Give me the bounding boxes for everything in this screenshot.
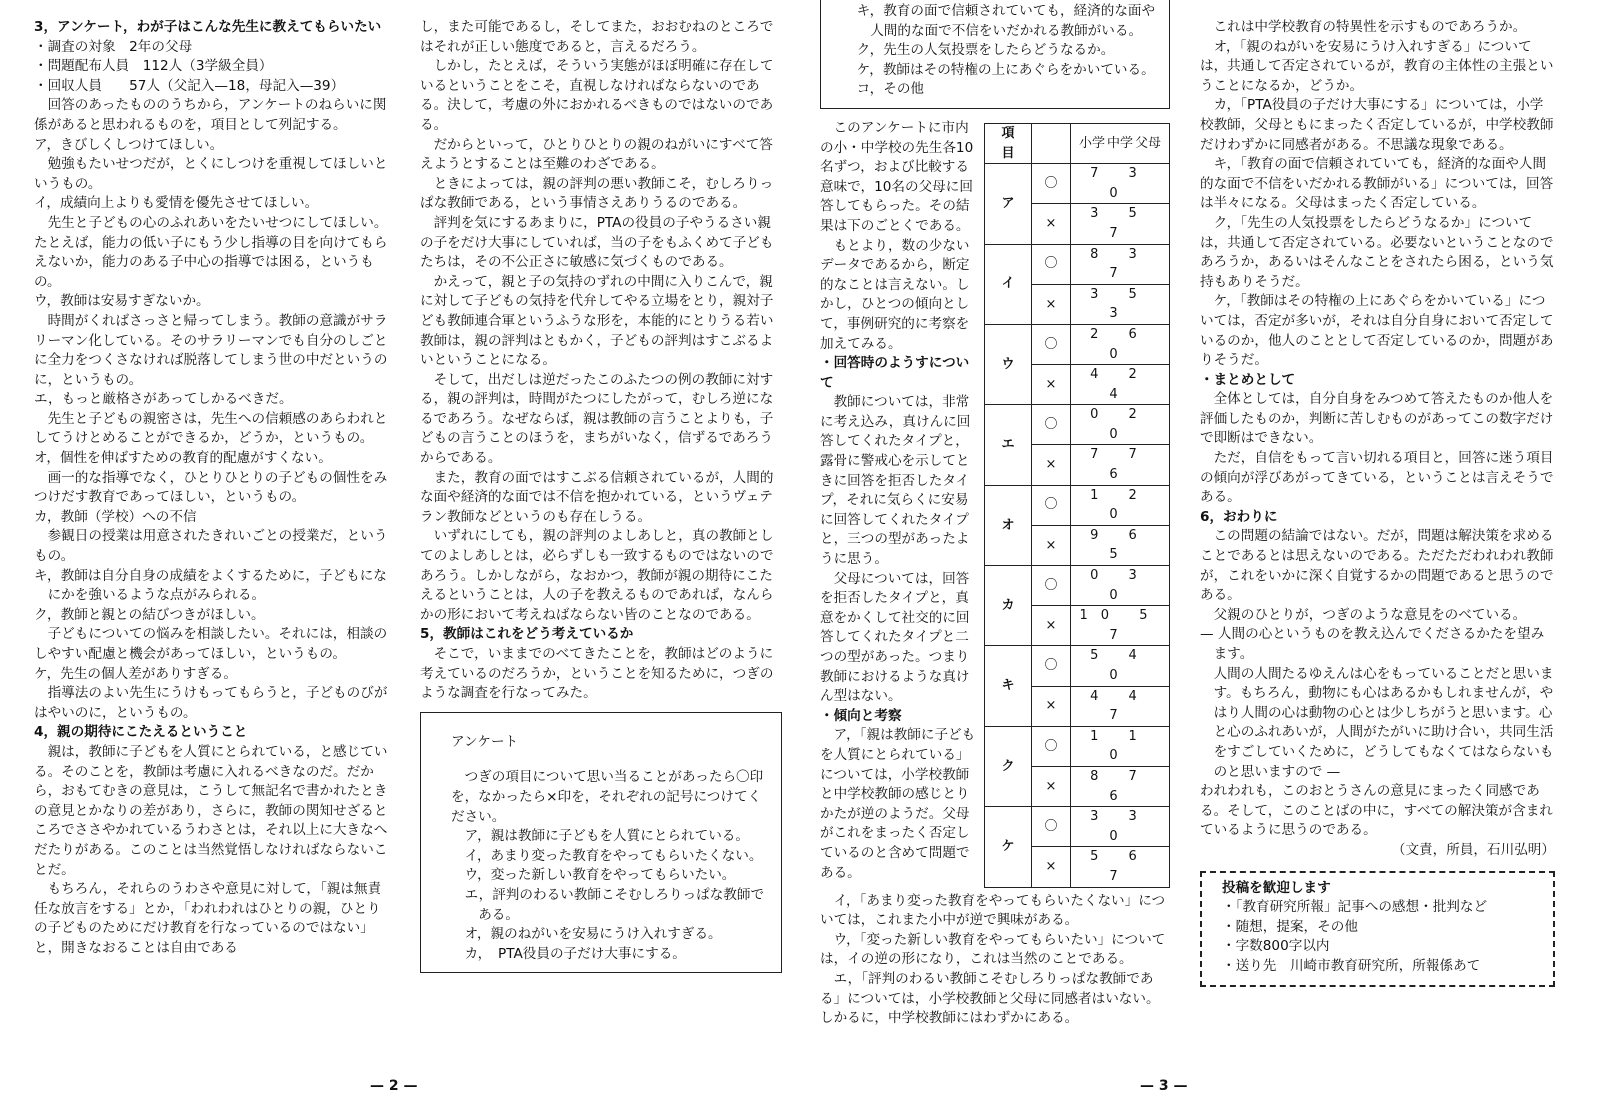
paragraph: イ，「あまり変った教育をやってもらいたくない」については，これまた小中が逆で興味がある。 <box>820 892 1166 929</box>
paragraph: 先生と子どもの親密さは，先生への信頼感のあらわれとしてうけとめることができるか，どうか，というもの。 <box>34 410 388 447</box>
survey-item: ア，親は教師に子どもを人質にとられている。 <box>464 828 749 845</box>
paragraph: 指導法のよい先生にうけもってもらうと，子どものびがはやいのに，というもの。 <box>34 685 388 721</box>
circle-values: 1 2 0 <box>1071 485 1170 525</box>
notice-item: ・随想，提案，その他 <box>1222 918 1358 935</box>
survey-item: ウ，変った新しい教育をやってもらいたい。 <box>464 867 736 884</box>
cross-values: 3 5 7 <box>1071 204 1170 244</box>
paragraph: われわれも，このおとうさんの意見にまったく同感である。そして，このことばの中に，すべての解決策が含まれているように思うのである。 <box>1200 783 1553 839</box>
paragraph: エ，「評判のわるい教師こそむしろりっぱな教師である」については，小学校教師と父母に同感者はいない。しかるに，中学校教師にはわずかにある。 <box>820 970 1160 1027</box>
notice-items <box>1222 898 1543 976</box>
row-item-label: イ <box>985 244 1032 324</box>
table-row <box>985 324 1170 364</box>
paragraph: ア，「親は教師に子どもを人質にとられている」については，小学校教師と中学校教師の感じとりかたが逆のようだ。父母がこれをまったく否定しているのと含めて問題である。 <box>820 727 976 881</box>
circle-mark: 〇 <box>1032 485 1071 525</box>
column-3 <box>820 3 1170 1029</box>
survey-item: カ， PTA役員の子だけ大事にする。 <box>464 945 686 962</box>
row-item-label: ウ <box>985 324 1032 404</box>
paragraph: 画一的な指導でなく，ひとりひとりの子どもの個性をみつけだす教育であってほしい，というもの。 <box>34 469 388 506</box>
circle-values: 2 6 0 <box>1071 324 1170 364</box>
circle-values: 3 3 0 <box>1071 807 1170 847</box>
survey-items-continued <box>843 2 1161 100</box>
notice-item: ・送り先 川崎市教育研究所，所報係あて <box>1222 957 1481 974</box>
table-row <box>985 807 1170 847</box>
cross-mark: × <box>1032 606 1071 646</box>
notice-item: ・「教育研究所報」記事への感想・批判など <box>1222 899 1488 916</box>
circle-values: 0 2 0 <box>1071 405 1170 445</box>
survey-item: コ，その他 <box>856 81 925 98</box>
paragraph: そして，出だしは逆だったこのふたつの例の教師に対する，親の評判は，時間がたつにしたがって，むしろ逆になるであろう。なぜならば，親は教師の言うことよりも，子どもの言うことのほうを，まちがいなく，信ずるであろうからである。 <box>420 371 774 467</box>
paragraph: このアンケートに市内の小・中学校の先生各10名ずつ，および比較する意味で，10名の父母に回答してもらった。その結果は下のごとくである。 <box>820 119 974 234</box>
notice-title: 投稿を歓迎します <box>1222 879 1331 896</box>
paragraph: 人間の人間たるゆえんは心をもっていることだと思います。もちろん，動物にも心はあるかもしれませんが，やはり人間の心は動物の心とは少しちがうと思います。心と心のふれあいが，人間がたがいに助け合い，共同生活をすごしていくために，どうしてもなくてはならないものと思いますので — <box>1213 665 1554 780</box>
row-item-label: オ <box>985 485 1032 565</box>
circle-mark: 〇 <box>1032 807 1071 847</box>
paragraph: だからといって，ひとりひとりの親のねがいにすべて答えようとすることは至難のわざである。 <box>420 136 773 173</box>
circle-mark: 〇 <box>1032 646 1071 686</box>
section-heading: 4，親の期待にこたえるということ <box>34 724 248 741</box>
section-heading: ・まとめとして <box>1200 371 1296 388</box>
cross-values: 4 2 4 <box>1071 365 1170 405</box>
paragraph: 回答のあったもののうちから，アンケートのねらいに関係があると思われるものを，項目として列記する。 <box>34 97 387 133</box>
table-row <box>985 566 1170 606</box>
circle-mark: 〇 <box>1032 566 1071 606</box>
paragraph: — 人間の心というものを教え込んでくださるかたを望みます。 <box>1200 626 1545 662</box>
cross-values: 4 4 7 <box>1071 686 1170 726</box>
circle-mark: 〇 <box>1032 324 1071 364</box>
header-col: 父母 <box>1134 135 1161 151</box>
cross-values: 3 5 3 <box>1071 284 1170 324</box>
paragraph: かえって，親と子の気持のずれの中間に入りこんで，親に対して子どもの気持を代弁してやる立場をとり，親対子ども教師連合軍というふうな形を，本能的にとりうる若い教師は，親の評判はともかく，子どもの評判はすこぶるよいということになる。 <box>420 273 774 369</box>
column-4-text <box>1200 18 1555 861</box>
survey-title: アンケート <box>451 733 519 750</box>
cross-mark: × <box>1032 445 1071 485</box>
paragraph: もとより，数の少ないデータであるから，断定的なことは言えない。しかし，ひとつの傾向として，事例研究的に考察を加えてみる。 <box>820 237 970 352</box>
paragraph: そこで，いままでのべてきたことを，教師はどのように考えているのだろうか，ということを知るために，つぎのような調査を行なってみた。 <box>420 646 774 702</box>
paragraph: ときによっては，親の評判の悪い教師こそ，むしろりっぱな教師である，という事情さえありうるのである。 <box>420 175 774 212</box>
paragraph: ア，きびしくしつけてほしい。 <box>34 136 224 153</box>
header-col: 中学 <box>1106 135 1133 151</box>
paragraph: 教師については，非常に考え込み，真けんに回答してくれたタイプと，露骨に警戒心を示してときに回答を拒否したタイプ，それに気らくに安易に回答してくれたタイプと，三つの型があったように思う。 <box>820 394 971 568</box>
paragraph: ク，教師と親との結びつきがほしい。 <box>34 606 265 623</box>
table-row <box>985 244 1170 284</box>
column-3-rest <box>820 892 1170 1029</box>
cross-mark: × <box>1032 686 1071 726</box>
table-row <box>985 164 1170 204</box>
header-cols <box>1071 123 1170 163</box>
cross-mark: × <box>1032 365 1071 405</box>
survey-intro: つぎの項目について思い当ることがあったら〇印を，なかったら×印を，それぞれの記号につけてください。 <box>451 769 764 825</box>
paragraph: 子どもについての悩みを相談したい。それには，相談のしやすい配慮と機会があってほしい，というもの。 <box>34 626 388 662</box>
cross-values: 7 7 6 <box>1071 445 1170 485</box>
paragraph: 全体としては，自分自身をみつめて答えたものか他人を評価したものか，判断に苦しむものがあってこの数字だけで即断はできない。 <box>1200 391 1554 447</box>
paragraph: ・調査の対象 2年の父母 <box>34 38 193 55</box>
paragraph: 勉強もたいせつだが，とくにしつけを重視してほしいというもの。 <box>34 156 388 192</box>
row-item-label: ク <box>985 726 1032 806</box>
section-heading: 3，アンケート，わが子はこんな先生に教えてもらいたい <box>34 19 382 35</box>
section-heading: ・回答時のようすについて <box>820 355 970 391</box>
survey-item: オ，親のねがいを安易にうけ入れすぎる。 <box>464 926 722 943</box>
section-heading: 6，おわりに <box>1200 508 1278 525</box>
paragraph: オ，「親のねがいを安易にうけ入れすぎる」については，共通して否定されているが，教育の主体性の主張ということになるか，どうか。 <box>1200 38 1554 94</box>
circle-values: 7 3 0 <box>1071 164 1170 204</box>
paragraph: ケ，「教師はその特権の上にあぐらをかいている」については，否定が多いが，それは自分自身において否定しているのか，他人のこととして否定しているのか，問題がありそうだ。 <box>1200 293 1554 369</box>
paragraph: し，また可能であるし，そしてまた，おおむねのところではそれが正しい態度であると，言えるだろう。 <box>420 19 774 55</box>
paragraph: ウ，教師は安易すぎないか。 <box>34 293 210 310</box>
paragraph: しかし，たとえば，そういう実態がほぼ明確に存在しているということをこそ，直視しなければならないのである。決して，考慮の外におかれるべきものではないのである。 <box>420 58 774 133</box>
results-section <box>820 119 1170 892</box>
header-item: 項 目 <box>985 123 1032 163</box>
paragraph: カ，「PTA役員の子だけ大事にする」については，小学校教師，父母ともにまったく否定しているが，中学校教師だけわずかに同感者がある。不思議な現象である。 <box>1200 97 1554 153</box>
paragraph: 評判を気にするあまりに，PTAの役員の子やうるさい親の子をだけ大事にしていれば，当の子をもふくめて子どもたちは，その不公正さに敏感に気づくものである。 <box>420 214 774 271</box>
circle-mark: 〇 <box>1032 726 1071 766</box>
survey-item: ク，先生の人気投票をしたらどうなるか。 <box>856 42 1115 59</box>
row-item-label: エ <box>985 405 1032 485</box>
paragraph: この問題の結論ではない。だが，問題は解決策を求めることであるとは思えないのである。ただただわれわれ教師が，これをいかに深く自覚するかの問題であると思うのである。 <box>1200 528 1554 604</box>
survey-box <box>420 712 782 974</box>
cross-values: 5 6 7 <box>1071 847 1170 887</box>
row-item-label: カ <box>985 566 1032 646</box>
paragraph: 参観日の授業は用意されたきれいごとの授業だ，というもの。 <box>34 528 388 565</box>
table-row <box>985 485 1170 525</box>
table-row <box>985 646 1170 686</box>
circle-mark: 〇 <box>1032 405 1071 445</box>
cross-values: 9 6 5 <box>1071 525 1170 565</box>
circle-mark: 〇 <box>1032 164 1071 204</box>
paragraph: ・回収人員 57人（父記入—18，母記入—39） <box>34 77 345 94</box>
paragraph: キ，「教育の面で信頼されていても，経済的な面や人間的な面で不信をいだかれる教師がいる」については，回答は半々になる。父母はまったく否定している。 <box>1200 156 1554 212</box>
survey-item: ケ，教師はその特権の上にあぐらをかいている。 <box>856 61 1155 78</box>
paragraph: イ，成績向上よりも愛情を優先させてほしい。 <box>34 195 319 212</box>
survey-items <box>451 827 769 964</box>
paragraph: ウ，「変った新しい教育をやってもらいたい」については，イの逆の形になり，これは当然のことである。 <box>820 931 1166 968</box>
column-2-text <box>420 18 782 704</box>
paragraph: ・問題配布人員 112人（3学級全員） <box>34 58 273 75</box>
circle-values: 8 3 7 <box>1071 244 1170 284</box>
paragraph: キ，教師は自分自身の成績をよくするために，子どもになにかを強いるような点がみられる。 <box>34 567 387 604</box>
paragraph: 時間がくればさっさと帰ってしまう。教師の意識がサラリーマン化している。そのサラリーマンでも自分のしごとに全力をつくさなければ脱落してしまう世の中だというのに，というもの。 <box>34 312 388 388</box>
cross-mark: × <box>1032 766 1071 806</box>
row-item-label: キ <box>985 646 1032 726</box>
section-heading: 5，教師はこれをどう考えているか <box>420 626 634 643</box>
cross-values: 8 7 6 <box>1071 766 1170 806</box>
cross-mark: × <box>1032 847 1071 887</box>
paragraph: ケ，先生の個人差がありすぎる。 <box>34 665 237 682</box>
circle-values: 0 3 0 <box>1071 566 1170 606</box>
notice-item: ・字数800字以内 <box>1222 938 1330 955</box>
header-col: 小学 <box>1078 135 1105 151</box>
column-1 <box>34 18 390 959</box>
survey-box-continued <box>820 0 1170 109</box>
circle-mark: 〇 <box>1032 244 1071 284</box>
cross-mark: × <box>1032 284 1071 324</box>
paragraph: エ，もっと厳格さがあってしかるべきだ。 <box>34 391 293 408</box>
column-2 <box>420 18 782 973</box>
paragraph: オ，個性を伸ばすための教育的配慮がすくない。 <box>34 450 332 467</box>
page-number-left: — 2 — <box>370 1078 418 1094</box>
circle-values: 5 4 0 <box>1071 646 1170 686</box>
survey-item: キ，教育の面で信頼されていても，経済的な面や人間的な面で不信をいだかれる教師がいる。 <box>856 3 1156 39</box>
paragraph: （文責，所員，石川弘明） <box>1391 841 1555 858</box>
paragraph: カ，教師（学校）への不信 <box>34 508 197 525</box>
cross-values: 10 5 7 <box>1071 606 1170 646</box>
cross-mark: × <box>1032 204 1071 244</box>
results-table <box>984 123 1170 888</box>
paragraph: ただ，自信をもって言い切れる項目と，回答に迷う項目の傾向が浮びあがってきている，ということは言えそうである。 <box>1200 450 1554 506</box>
table-row <box>985 726 1170 766</box>
paragraph: いずれにしても，親の評判のよしあしと，真の教師としてのよしあしとは，必らずしも一致するものではないのであろう。しかしながら，なおかつ，教師が親の期待にこたえるということは，人の子を教えるものであれば，なんらかの形において考えねばならない皆のことなのである。 <box>420 528 774 623</box>
table-row <box>985 405 1170 445</box>
paragraph: また，教育の面ではすこぶる信頼されているが，人間的な面や経済的な面では不信を抱かれている，というヴェテラン教師などというのも存在しうる。 <box>420 469 774 525</box>
paragraph: 父母については，回答を拒否したタイプと，真意をかくして社交的に回答してくれたタイプと二つの型があった。つまり教師におけるような真けん型はない。 <box>820 570 970 705</box>
row-item-label: ア <box>985 164 1032 244</box>
paragraph: 父親のひとりが，つぎのような意見をのべている。 <box>1213 606 1527 623</box>
survey-item: イ，あまり変った教育をやってもらいたくない。 <box>464 847 763 864</box>
column-4 <box>1200 18 1555 987</box>
circle-values: 1 1 0 <box>1071 726 1170 766</box>
cross-mark: × <box>1032 525 1071 565</box>
paragraph: これは中学校教育の特異性を示すものであろうか。 <box>1213 19 1527 35</box>
paragraph: 先生と子どもの心のふれあいをたいせつにしてほしい。たとえば，能力の低い子にもう少し指導の目を向けてもらえないか，能力のある子中心の指導では困る，というもの。 <box>34 214 388 290</box>
survey-item: エ，評判のわるい教師こそむしろりっぱな教師である。 <box>464 886 765 923</box>
paragraph: ク，「先生の人気投票をしたらどうなるか」については，共通して否定されている。必要ないということなのであろうか，あるいはそんなことをされたら困る，という気持もありそうだ。 <box>1200 214 1554 290</box>
row-item-label: ケ <box>985 807 1032 887</box>
submission-notice <box>1200 871 1555 987</box>
paragraph: 親は，教師に子どもを人質にとられている，と感じている。そのことを，教師は考慮に入れるべきなのだ。だから，おもてむきの意見は，こうして無記名で書かれたときの意見とかなりの差があり，さらに，教師の関知せざるところでささやかれているうわさとは，それ以上に大きなへだたりがある。このことは当然覚悟しなければならないことだ。 <box>34 743 388 878</box>
page-number-right: — 3 — <box>1140 1078 1188 1094</box>
section-heading: ・傾向と考察 <box>820 707 902 724</box>
paragraph: もちろん，それらのうわさや意見に対して，「親は無責任な放言をする」とか，「われわれはひとりの親，ひとりの子どものためにだけ教育を行なっているのではない」と，開きなおることは自由である <box>34 881 382 956</box>
